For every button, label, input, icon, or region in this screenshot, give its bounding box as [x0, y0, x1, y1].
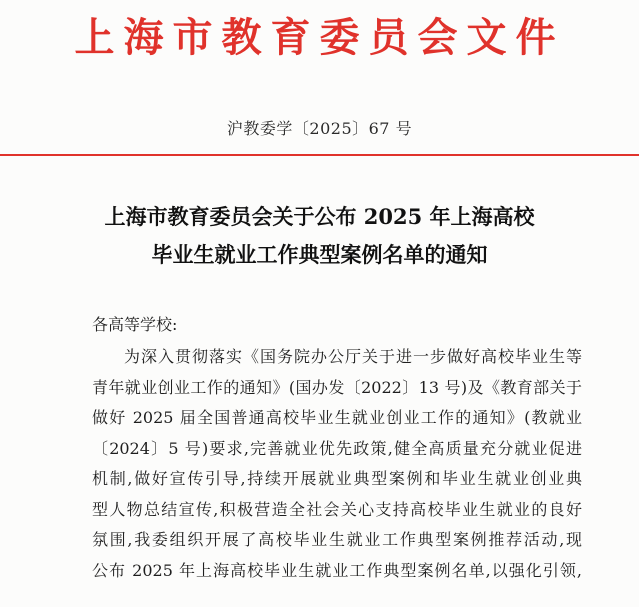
notice-title-line-2: 毕业生就业工作典型案例名单的通知 — [151, 242, 488, 267]
red-divider-line — [0, 154, 639, 156]
body-line: 机制,做好宣传引导,持续开展就业典型案例和毕业生就业创业典 — [92, 469, 582, 488]
body-line: 做好 2025 届全国普通高校毕业生就业创业工作的通知》(教就业 — [92, 408, 582, 427]
notice-title — [0, 198, 639, 274]
addressee: 各高等学校: — [92, 315, 178, 334]
notice-title-line-1: 上海市教育委员会关于公布 2025 年上海高校 — [104, 204, 535, 229]
body-line: 公布 2025 年上海高校毕业生就业工作典型案例名单,以强化引领, — [92, 560, 582, 580]
body-text — [92, 342, 582, 586]
body-line: 氛围,我委组织开展了高校毕业生就业工作典型案例推荐活动,现 — [92, 530, 582, 549]
body-line: 青年就业创业工作的通知》(国办发〔2022〕13 号)及《教育部关于 — [92, 377, 582, 397]
body-line: 为深入贯彻落实《国务院办公厅关于进一步做好高校毕业生等 — [124, 347, 582, 366]
body-line: 型人物总结宣传,积极营造全社会关心支持高校毕业生就业的良好 — [92, 499, 582, 519]
document-number: 沪教委学〔2025〕67 号 — [226, 119, 413, 138]
body-line: 〔2024〕5 号)要求,完善就业优先政策,健全高质量充分就业促进 — [92, 438, 582, 458]
letterhead-title: 上海市教育委员会文件 — [74, 14, 565, 61]
